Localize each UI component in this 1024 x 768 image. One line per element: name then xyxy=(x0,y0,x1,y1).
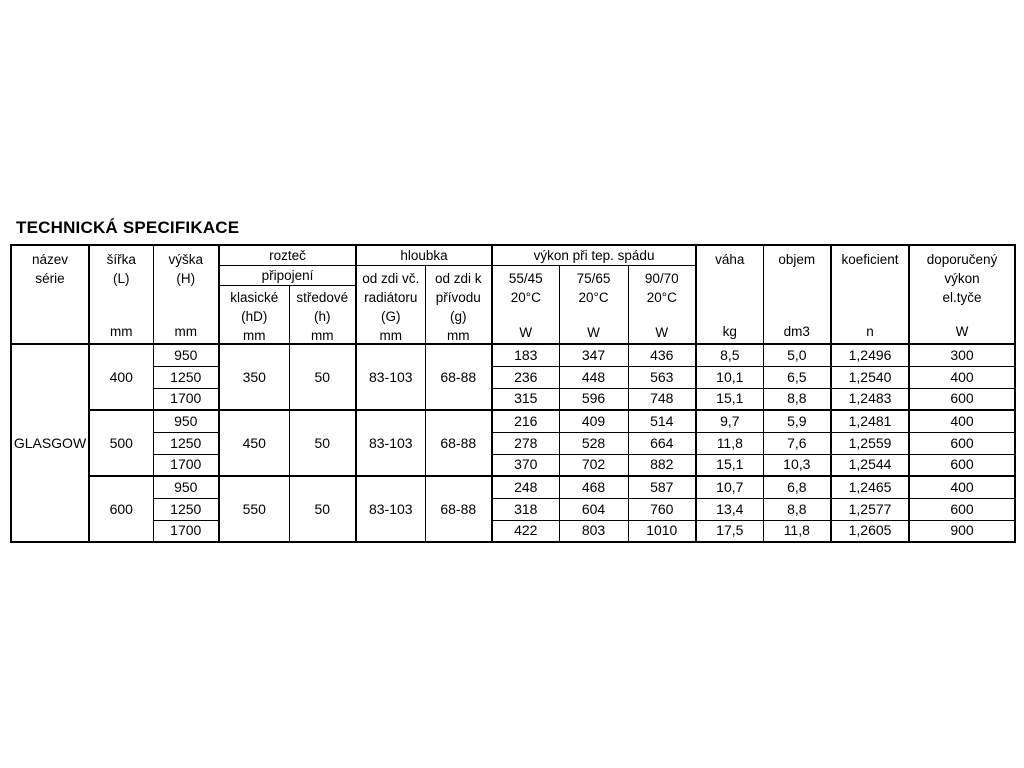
cell-vykon-7565: 409 xyxy=(559,410,628,432)
cell-vykon-7565: 803 xyxy=(559,520,628,542)
group-header-roztec: rozteč xyxy=(219,245,356,266)
cell-vaha: 17,5 xyxy=(696,520,763,542)
cell-vyska: 1250 xyxy=(153,498,219,520)
unit-label: W xyxy=(955,323,969,339)
cell-objem: 11,8 xyxy=(763,520,831,542)
cell-objem: 6,5 xyxy=(763,366,831,388)
cell-vyska: 1250 xyxy=(153,366,219,388)
cell-el-vykon: 600 xyxy=(909,388,1015,410)
col-header-vaha: váha kg xyxy=(696,245,763,344)
cell-el-vykon: 600 xyxy=(909,498,1015,520)
cell-vaha: 15,1 xyxy=(696,388,763,410)
cell-koeficient: 1,2540 xyxy=(831,366,909,388)
cell-vyska: 950 xyxy=(153,476,219,498)
cell-vyska: 1250 xyxy=(153,432,219,454)
cell-koeficient: 1,2481 xyxy=(831,410,909,432)
cell-hloubka-privod: 68-88 xyxy=(425,344,492,410)
unit-label: W xyxy=(519,324,533,340)
cell-el-vykon: 400 xyxy=(909,476,1015,498)
col-header-9070: 90/70 20°C W xyxy=(628,266,696,345)
spec-sheet xyxy=(10,218,1014,543)
cell-el-vykon: 600 xyxy=(909,432,1015,454)
cell-vykon-9070: 563 xyxy=(628,366,696,388)
cell-vykon-9070: 514 xyxy=(628,410,696,432)
cell-vykon-5545: 183 xyxy=(492,344,559,366)
table-row xyxy=(11,366,1015,388)
col-header-nazev-serie: název série xyxy=(11,245,89,344)
cell-objem: 8,8 xyxy=(763,498,831,520)
table-row xyxy=(11,498,1015,520)
cell-hloubka-privod: 68-88 xyxy=(425,410,492,476)
cell-koeficient: 1,2483 xyxy=(831,388,909,410)
group-header-pripojeni: připojení xyxy=(219,266,356,286)
cell-vykon-5545: 318 xyxy=(492,498,559,520)
cell-vykon-9070: 882 xyxy=(628,454,696,476)
col-header-doporuceny: doporučený výkon el.tyče W xyxy=(909,245,1015,344)
cell-koeficient: 1,2465 xyxy=(831,476,909,498)
cell-vaha: 15,1 xyxy=(696,454,763,476)
col-header-sirka: šířka (L) mm xyxy=(89,245,153,344)
table-row xyxy=(11,388,1015,410)
col-header-od-zdi-k: od zdi k přívodu (g) mm xyxy=(425,266,492,345)
table-row xyxy=(11,454,1015,476)
cell-vykon-9070: 760 xyxy=(628,498,696,520)
cell-vykon-7565: 604 xyxy=(559,498,628,520)
col-header-koeficient: koeficient n xyxy=(831,245,909,344)
cell-vykon-7565: 596 xyxy=(559,388,628,410)
cell-sirka: 400 xyxy=(89,344,153,410)
cell-vykon-7565: 528 xyxy=(559,432,628,454)
cell-objem: 8,8 xyxy=(763,388,831,410)
cell-hloubka-g: 83-103 xyxy=(356,344,425,410)
col-header-7565: 75/65 20°C W xyxy=(559,266,628,345)
cell-vaha: 8,5 xyxy=(696,344,763,366)
cell-hloubka-g: 83-103 xyxy=(356,410,425,476)
table-row xyxy=(11,410,1015,432)
unit-label: kg xyxy=(722,323,737,339)
cell-vykon-5545: 278 xyxy=(492,432,559,454)
cell-objem: 6,8 xyxy=(763,476,831,498)
group-header-vykon: výkon při tep. spádu xyxy=(492,245,696,266)
cell-vykon-9070: 664 xyxy=(628,432,696,454)
cell-objem: 7,6 xyxy=(763,432,831,454)
cell-vykon-5545: 236 xyxy=(492,366,559,388)
col-header-5545: 55/45 20°C W xyxy=(492,266,559,345)
cell-vyska: 1700 xyxy=(153,454,219,476)
cell-el-vykon: 300 xyxy=(909,344,1015,366)
spec-table xyxy=(10,244,1016,543)
cell-roztec-stredove: 50 xyxy=(289,410,356,476)
cell-vykon-7565: 468 xyxy=(559,476,628,498)
col-header-stredove: středové (h) mm xyxy=(289,286,356,345)
series-name-cell: GLASGOW xyxy=(11,344,89,542)
cell-vykon-7565: 702 xyxy=(559,454,628,476)
cell-el-vykon: 400 xyxy=(909,410,1015,432)
cell-objem: 10,3 xyxy=(763,454,831,476)
unit-label: W xyxy=(587,324,600,340)
cell-vyska: 950 xyxy=(153,410,219,432)
table-row xyxy=(11,520,1015,542)
cell-hloubka-privod: 68-88 xyxy=(425,476,492,542)
cell-roztec-klasicke: 450 xyxy=(219,410,289,476)
table-body xyxy=(11,344,1015,542)
cell-koeficient: 1,2544 xyxy=(831,454,909,476)
cell-vykon-9070: 587 xyxy=(628,476,696,498)
cell-vyska: 950 xyxy=(153,344,219,366)
cell-vykon-7565: 347 xyxy=(559,344,628,366)
cell-koeficient: 1,2496 xyxy=(831,344,909,366)
unit-label: mm xyxy=(243,328,266,343)
cell-vaha: 10,1 xyxy=(696,366,763,388)
col-header-vyska: výška (H) mm xyxy=(153,245,219,344)
cell-vykon-5545: 216 xyxy=(492,410,559,432)
page-title: TECHNICKÁ SPECIFIKACE xyxy=(16,218,240,237)
unit-label: mm xyxy=(447,327,470,343)
header-row-1 xyxy=(11,245,1015,266)
cell-objem: 5,0 xyxy=(763,344,831,366)
cell-el-vykon: 400 xyxy=(909,366,1015,388)
table-row xyxy=(11,476,1015,498)
cell-el-vykon: 600 xyxy=(909,454,1015,476)
cell-hloubka-g: 83-103 xyxy=(356,476,425,542)
cell-koeficient: 1,2559 xyxy=(831,432,909,454)
unit-label: n xyxy=(866,323,874,339)
cell-vykon-5545: 370 xyxy=(492,454,559,476)
cell-vyska: 1700 xyxy=(153,520,219,542)
unit-label: dm3 xyxy=(783,323,810,339)
cell-vaha: 10,7 xyxy=(696,476,763,498)
table-row xyxy=(11,432,1015,454)
cell-vaha: 9,7 xyxy=(696,410,763,432)
unit-label: mm xyxy=(110,323,133,339)
cell-vykon-9070: 1010 xyxy=(628,520,696,542)
group-header-hloubka: hloubka xyxy=(356,245,492,266)
table-row xyxy=(11,344,1015,366)
cell-objem: 5,9 xyxy=(763,410,831,432)
table-header xyxy=(11,245,1015,344)
cell-vyska: 1700 xyxy=(153,388,219,410)
unit-label: mm xyxy=(311,328,334,343)
unit-label: W xyxy=(655,324,669,340)
col-header-objem: objem dm3 xyxy=(763,245,831,344)
col-header-klasicke: klasické (hD) mm xyxy=(219,286,289,345)
cell-sirka: 600 xyxy=(89,476,153,542)
cell-vykon-7565: 448 xyxy=(559,366,628,388)
unit-label: mm xyxy=(174,323,197,339)
cell-roztec-klasicke: 350 xyxy=(219,344,289,410)
cell-roztec-stredove: 50 xyxy=(289,344,356,410)
cell-vykon-5545: 315 xyxy=(492,388,559,410)
cell-koeficient: 1,2577 xyxy=(831,498,909,520)
cell-vaha: 11,8 xyxy=(696,432,763,454)
cell-el-vykon: 900 xyxy=(909,520,1015,542)
unit-label: mm xyxy=(379,327,403,343)
cell-roztec-klasicke: 550 xyxy=(219,476,289,542)
cell-vykon-9070: 436 xyxy=(628,344,696,366)
cell-sirka: 500 xyxy=(89,410,153,476)
cell-vykon-5545: 422 xyxy=(492,520,559,542)
cell-vykon-9070: 748 xyxy=(628,388,696,410)
cell-koeficient: 1,2605 xyxy=(831,520,909,542)
cell-vykon-5545: 248 xyxy=(492,476,559,498)
cell-vaha: 13,4 xyxy=(696,498,763,520)
cell-roztec-stredove: 50 xyxy=(289,476,356,542)
col-header-od-zdi-vc: od zdi vč. radiátoru (G) mm xyxy=(356,266,425,345)
